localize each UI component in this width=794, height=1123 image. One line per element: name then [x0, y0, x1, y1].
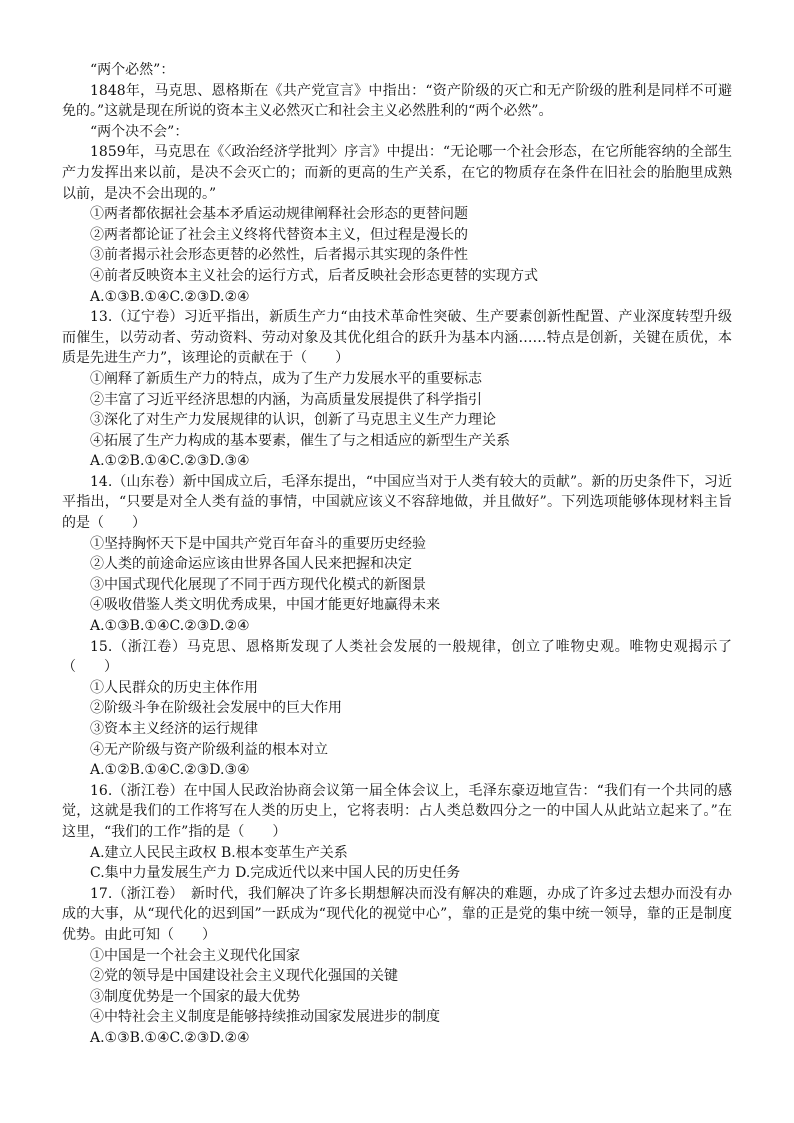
intro-heading-two-inevitabilities: “两个必然”： — [90, 62, 175, 78]
option-item: ④吸收借鉴人类文明优秀成果，中国才能更好地赢得未来 — [90, 597, 440, 614]
option-item: ①坚持胸怀天下是中国共产党百年奋斗的重要历史经验 — [90, 535, 426, 552]
answer-choices: A.①②B.①④C.②③D.③④ — [90, 762, 250, 779]
question-12-options — [62, 204, 732, 307]
option-item: ②党的领导是中国建设社会主义现代化强国的关键 — [90, 968, 398, 985]
question-stem: 16.（浙江卷）在中国人民政治协商会议第一届全体会议上，毛泽东豪迈地宣告：“我们有一个共同的感觉，这就是我们的工作将写在人类的历史上，它将表明：占人类总数四分之一的中国人从此站立起来了。”在这里，“我们的工作”指的是（ ） — [62, 782, 732, 840]
option-item: ④拓展了生产力构成的基本要素，催生了与之相适应的新型生产关系 — [90, 432, 510, 449]
option-item: ④无产阶级与资产阶级利益的根本对立 — [90, 741, 328, 758]
intro-heading-two-nevers: “两个决不会”： — [90, 123, 189, 140]
option-item: ③资本主义经济的运行规律 — [90, 721, 258, 737]
answer-choices: A.①③B.①④C.②③D.②④ — [90, 1029, 250, 1046]
question-stem: 15.（浙江卷）马克思、恩格斯发现了人类社会发展的一般规律，创立了唯物史观。唯物史观揭示了（ ） — [62, 638, 732, 676]
question-13 — [62, 307, 732, 472]
option-item: ①阐释了新质生产力的特点，成为了生产力发展水平的重要标志 — [90, 370, 482, 387]
option-item: ②两者都论证了社会主义终将代替资本主义，但过程是漫长的 — [90, 226, 468, 243]
question-stem: 14.（山东卷）新中国成立后，毛泽东提出，“中国应当对于人类有较大的贡献”。新的历史条件下，习近平指出，“只要是对全人类有益的事情，中国就应该义不容辞地做，并且做好”。下列选项能够体现材料主旨的是（ ） — [62, 473, 732, 532]
answer-choices-line-2: C.集中力量发展生产力 D.完成近代以来中国人民的历史任务 — [90, 865, 461, 882]
option-item: ③前者揭示社会形态更替的必然性，后者揭示其实现的条件性 — [90, 247, 468, 264]
question-stem: 13.（辽宁卷）习近平指出，新质生产力“由技术革命性突破、生产要素创新性配置、产业深度转型升级而催生，以劳动者、劳动资料、劳动对象及其优化组合的跃升为基本内涵……特点是创新，关键在质优，本质是先进生产力”，该理论的贡献在于（ ） — [62, 309, 732, 367]
question-15 — [62, 637, 732, 781]
option-item: ④前者反映资本主义社会的运行方式，后者反映社会形态更替的实现方式 — [90, 267, 538, 284]
intro-paragraph-communist-manifesto: 1848年，马克思、恩格斯在《共产党宣言》中指出：“资产阶级的灭亡和无产阶级的胜利是同样不可避免的。”这就是现在所说的资本主义必然灭亡和社会主义必然胜利的“两个必然”。 — [62, 82, 732, 120]
answer-choices: A.①②B.①④C.②③D.③④ — [90, 453, 250, 470]
question-17 — [62, 884, 732, 1049]
question-stem: 17.（浙江卷） 新时代，我们解决了许多长期想解决而没有解决的难题，办成了许多过去想办而没有办成的大事，从“现代化的迟到国”一跃成为“现代化的视觉中心”，靠的正是党的集中统一领导，靠的正是制度优势。由此可知（ ） — [62, 885, 732, 943]
answer-choices: A.①③B.①④C.②③D.②④ — [90, 288, 250, 305]
option-item: ③制度优势是一个国家的最大优势 — [90, 988, 300, 1005]
option-item: ④中特社会主义制度是能够持续推动国家发展进步的制度 — [90, 1009, 440, 1026]
option-item: ②阶级斗争在阶级社会发展中的巨大作用 — [90, 700, 342, 717]
option-item: ②人类的前途命运应该由世界各国人民来把握和决定 — [90, 556, 412, 573]
question-14 — [62, 472, 732, 637]
option-item: ①人民群众的历史主体作用 — [90, 679, 258, 696]
intro-paragraph-preface: 1859年，马克思在《〈政治经济学批判〉序言》中提出：“无论哪一个社会形态，在它所能容纳的全部生产力发挥出来以前，是决不会灭亡的；而新的更高的生产关系，在它的物质存在条件在旧社会的胎胞里成熟以前，是决不会出现的。” — [62, 144, 732, 202]
option-item: ①中国是一个社会主义现代化国家 — [90, 947, 300, 964]
option-item: ③中国式现代化展现了不同于西方现代化模式的新图景 — [90, 576, 426, 593]
option-item: ②丰富了习近平经济思想的内涵，为高质量发展提供了科学指引 — [90, 391, 482, 408]
option-item: ①两者都依据社会基本矛盾运动规律阐释社会形态的更替问题 — [90, 206, 468, 223]
answer-choices: A.①③B.①④C.②③D.②④ — [90, 618, 250, 635]
option-item: ③深化了对生产力发展规律的认识，创新了马克思主义生产力理论 — [90, 412, 496, 429]
question-16 — [62, 781, 732, 884]
answer-choices-line-1: A.建立人民民主政权 B.根本变革生产关系 — [90, 844, 348, 861]
